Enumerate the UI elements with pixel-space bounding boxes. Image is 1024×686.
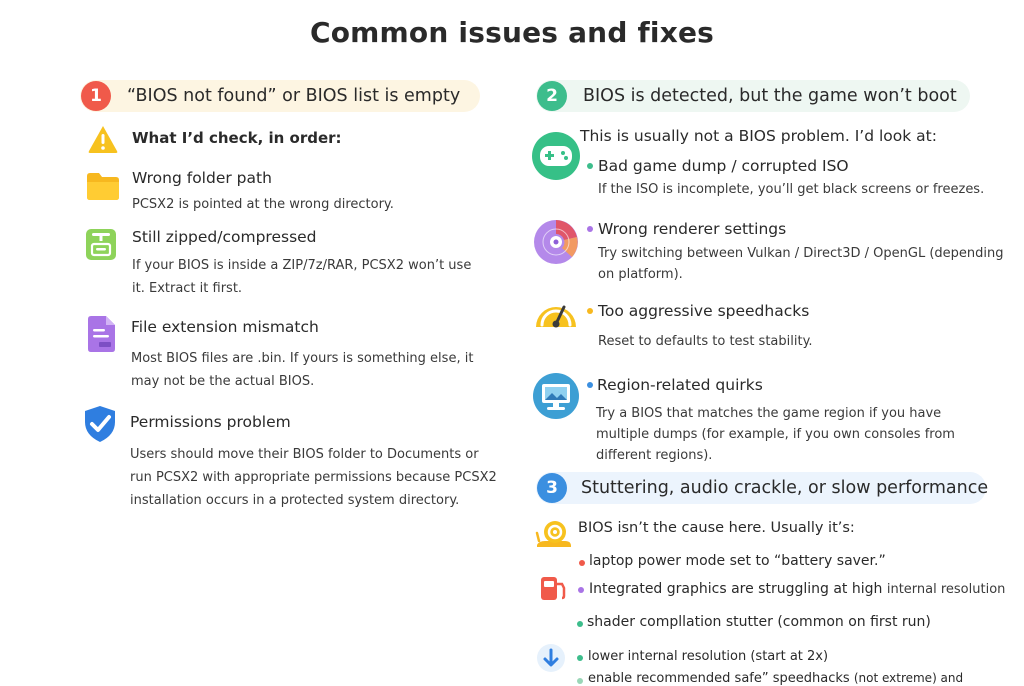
section-3-header [536,472,989,504]
shield-check-icon [83,405,117,443]
arrow-down-icon [536,643,566,673]
bullet-dot-icon [587,308,593,314]
item-description: Most BIOS files are .bin. If yours is something else, it may not be the actual BIOS. [131,351,474,389]
bullet-text: laptop power mode set to “battery saver.” [589,553,886,569]
bullet-dot-icon [577,655,583,661]
speedometer-icon [533,293,579,333]
section-2-header [536,80,970,112]
bullet-text [589,581,1005,597]
item-title: Region-related quirks [597,376,763,394]
monitor-icon [532,372,580,420]
item-title: Bad game dump / corrupted ISO [598,157,849,175]
bullet-text [587,614,931,630]
archive-icon [85,227,117,261]
item-description: Try a BIOS that matches the game region if you have multiple dumps (for example, if you own consoles from different regions). [596,406,955,463]
section-1-intro: What I’d check, in order: [132,129,342,147]
bullet-dot-icon [579,560,585,566]
gamepad-icon [531,131,581,181]
section-number-badge: 3 [537,473,567,503]
section-3-heading: Stuttering, audio crackle, or slow performance [581,478,989,498]
fuel-icon [538,574,568,602]
item-description: Try switching between Vulkan / Direct3D / OpenGL (depending on platform). [598,246,1004,282]
section-3-intro: BIOS isn’t the cause here. Usually it’s: [578,520,855,536]
bullet-text: lower internal resolution (start at 2x) [588,649,829,664]
snail-icon [535,517,573,549]
section-number-badge: 2 [537,81,567,111]
bullet-dot-icon [587,226,593,232]
item-description: Users should move their BIOS folder to Documents or run PCSX2 with appropriate permissions because PCSX2 installation occurs in a protected system directory. [130,447,497,508]
bullet-dot-icon [587,163,593,169]
bullet-text-main: Integrated graphics are struggling at high [589,581,883,597]
section-number-badge: 1 [81,81,111,111]
warning-icon [87,124,119,154]
bullet-text [588,671,963,686]
item-title: Wrong folder path [132,169,272,187]
bullet-text-aside: internal resolution [886,582,1006,597]
section-2-intro: This is usually not a BIOS problem. I’d look at: [580,127,937,145]
folder-icon [85,170,121,202]
bullet-text-aside: (common on first run) [777,614,931,630]
bullet-dot-icon [577,621,583,627]
bullet-text-aside: (not extreme) and [853,671,964,685]
bullet-dot-icon [577,678,583,684]
bullet-text-main: shader compllation stutter [587,614,773,630]
bullet-text-main: enable recommended safe” speedhacks [588,671,850,686]
item-title: Permissions problem [130,413,291,431]
page-title: Common issues and fixes [309,16,715,49]
section-2-heading: BIOS is detected, but the game won’t boot [583,86,957,106]
item-description: If your BIOS is inside a ZIP/7z/RAR, PCSX2 won’t use it. Extract it first. [132,258,472,296]
item-title: File extension mismatch [131,318,319,336]
bullet-dot-icon [578,587,584,593]
item-title: Still zipped/compressed [132,228,317,246]
disc-icon [533,219,579,265]
item-description: PCSX2 is pointed at the wrong directory. [132,197,394,212]
section-1-heading: “BIOS not found” or BIOS list is empty [127,86,461,106]
section-1-header [80,80,480,112]
file-icon [85,315,117,353]
item-title: Too aggressive speedhacks [598,302,810,320]
item-description: Reset to defaults to test stability. [598,334,813,349]
item-title: Wrong renderer settings [598,220,787,238]
item-description: If the ISO is incomplete, you’ll get black screens or freezes. [598,182,985,197]
bullet-dot-icon [587,382,593,388]
